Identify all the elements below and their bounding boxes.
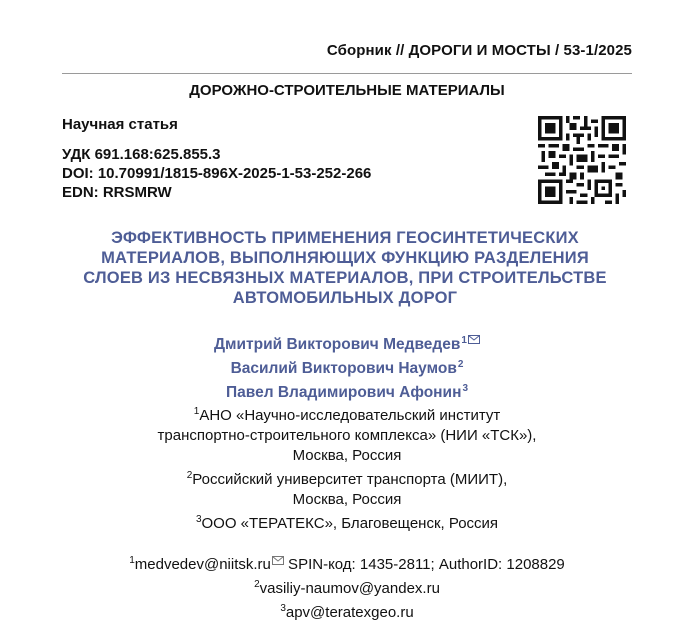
udk-code: УДК 691.168:625.855.3 (62, 146, 221, 163)
affiliation-list (62, 402, 632, 534)
section-title: ДОРОЖНО-СТРОИТЕЛЬНЫЕ МАТЕРИАЛЫ (189, 82, 505, 99)
author-name: Василий Викторович Наумов (230, 360, 457, 377)
affiliation-line (62, 402, 632, 426)
article-type: Научная статья (62, 116, 178, 133)
affiliation-marker: 2 (254, 579, 260, 590)
article-title (55, 228, 635, 308)
contact-list (62, 551, 632, 623)
affiliation-text: ООО «ТЕРАТЕКС», Благовещенск, Россия (201, 515, 499, 532)
contact-line-naumov (62, 575, 632, 599)
contact-line-afonin (62, 599, 632, 623)
edn-code: EDN: RRSMRW (62, 184, 172, 201)
article-title-line: МАТЕРИАЛОВ, ВЫПОЛНЯЮЩИХ ФУНКЦИЮ РАЗДЕЛЕНИЯ (101, 249, 589, 267)
affiliation-text: Москва, Россия (292, 491, 402, 508)
article-title-line: АВТОМОБИЛЬНЫХ ДОРОГ (232, 289, 458, 307)
email-link[interactable]: medvedev@niitsk.ru (134, 556, 271, 573)
affiliation-marker: 1 (193, 406, 200, 417)
affiliation-line (62, 466, 632, 490)
affiliation-marker: 1 (461, 335, 467, 346)
affiliation-line (62, 446, 632, 466)
article-title-line: ЭФФЕКТИВНОСТЬ ПРИМЕНЕНИЯ ГЕОСИНТЕТИЧЕСКИХ (111, 229, 579, 247)
affiliation-marker: 2 (186, 470, 193, 481)
affiliation-text: Российский университет транспорта (МИИТ), (192, 471, 508, 488)
affiliation-marker: 3 (280, 603, 286, 614)
affiliation-line (62, 510, 632, 534)
affiliation-text: транспортно-строительного комплекса» (НИИ «ТСК»), (157, 427, 537, 444)
article-identifiers (62, 145, 371, 202)
doi-code[interactable]: DOI: 10.70991/1815-896X-2025-1-53-252-266 (62, 165, 372, 182)
author-list (62, 331, 632, 403)
affiliation-text: Москва, Россия (292, 447, 402, 464)
affiliation-line (62, 490, 632, 510)
mail-icon (272, 556, 284, 565)
affiliation-marker: 2 (457, 359, 464, 370)
qr-code-icon (538, 116, 626, 204)
affiliation-marker: 1 (129, 555, 135, 566)
email-link[interactable]: vasiliy-naumov@yandex.ru (259, 580, 440, 597)
author-name: Дмитрий Викторович Медведев (214, 336, 461, 353)
affiliation-marker: 3 (462, 383, 468, 394)
author-naumov (62, 355, 632, 379)
affiliation-line (62, 426, 632, 446)
mail-icon (468, 335, 480, 344)
affiliation-marker: 3 (195, 514, 202, 525)
email-link[interactable]: apv@teratexgeo.ru (285, 604, 414, 621)
author-medvedev (62, 331, 632, 355)
header-divider (62, 73, 632, 74)
author-identifiers: SPIN-код: 1435-2811; AuthorID: 1208829 (283, 556, 565, 573)
author-afonin (62, 379, 632, 403)
contact-line-medvedev (62, 551, 632, 575)
affiliation-text: АНО «Научно-исследовательский институт (199, 407, 501, 424)
article-title-line: СЛОЕВ ИЗ НЕСВЯЗНЫХ МАТЕРИАЛОВ, ПРИ СТРОИТЕЛЬСТВЕ (83, 269, 607, 287)
author-name: Павел Владимирович Афонин (225, 384, 462, 401)
journal-header: Сборник // ДОРОГИ И МОСТЫ / 53-1/2025 (326, 42, 632, 59)
